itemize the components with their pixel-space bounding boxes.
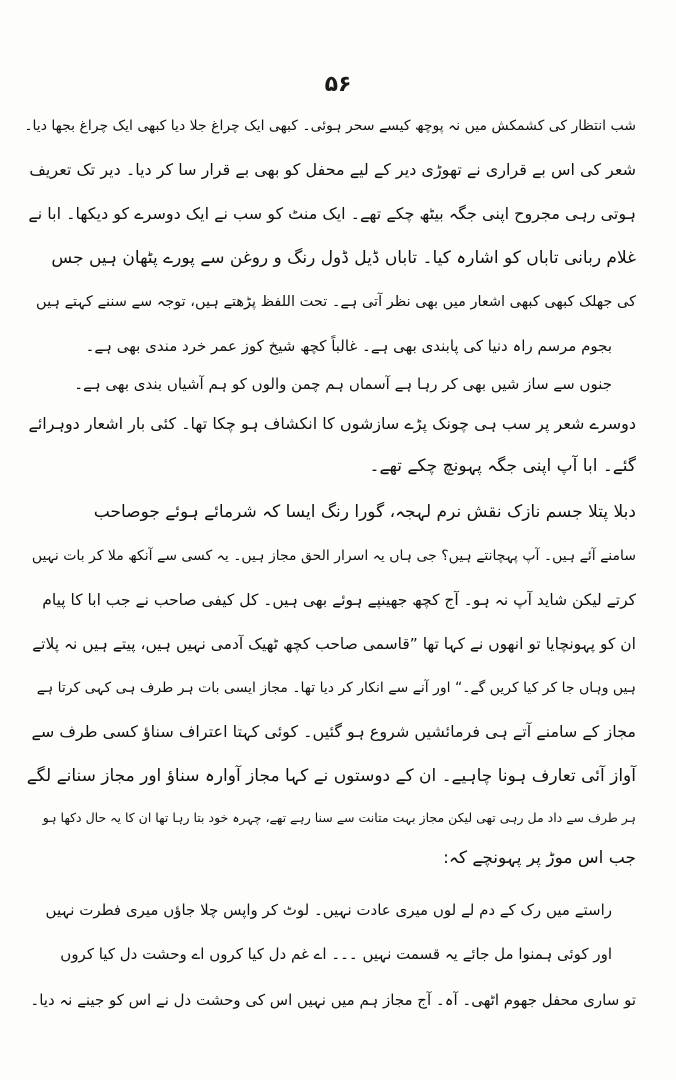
text-line-15: ہر طرف سے داد مل رہی تھی لیکن مجاز بہت متانت سے سنا رہے تھے، چہرہ خود بتا رہا تھا ان کا یہ حال دکھا ہو: [42, 810, 636, 825]
text-line-4: غلام ربانی تاباں کو اشارہ کیا۔ تاباں ڈیل ڈول رنگ و روغن سے پورے پٹھان ہیں جس: [51, 248, 636, 268]
text-line-6: دوسرے شعر پر سب ہی چونک پڑے سازشوں کا انکشاف ہو چکا تھا۔ کئی بار اشعار دوہرائے: [28, 414, 636, 433]
page-number: ۵۶: [324, 72, 352, 97]
verse-line-4: اور کوئی ہمنوا مل جائے یہ قسمت نہیں ۔۔۔ اے غم دل کیا کروں اے وحشت دل کیا کروں: [60, 945, 612, 963]
verse-line-3: راستے میں رک کے دم لے لوں میری عادت نہیں۔ لوٹ کر واپس چلا جاؤں میری فطرت نہیں: [45, 901, 612, 919]
text-line-2: شعر کی اس بے قراری نے تھوڑی دیر کے لیے محفل کو بھی بے قرار سا کر دیا۔ دیر تک تعریف: [29, 160, 636, 179]
text-line-17: تو ساری محفل جھوم اٹھی۔ آہ۔ آج مجاز ہم میں نہیں اس کی وحشت دل نے اس کو جینے نہ دیا۔: [30, 991, 636, 1009]
text-line-13: مجاز کے سامنے آتے ہی فرمائشیں شروع ہو گئیں۔ کوئی کہتا اعتراف سناؤ کسی طرف سے: [31, 722, 636, 741]
text-line-9: سامنے آئے ہیں۔ آپ پہچانتے ہیں؟ جی ہاں یہ اسرار الحق مجاز ہیں۔ یہ کسی سے آنکھ ملا کر بات نہیں: [31, 548, 636, 564]
text-line-11: ان کو پہونچایا تو انھوں نے کہا تھا ”قاسمی صاحب کچھ ٹھیک آدمی نہیں ہیں، پیتے ہیں نہ پلاتے: [32, 635, 636, 653]
text-line-14: آواز آئی تعارف ہونا چاہیے۔ ان کے دوستوں نے کہا مجاز آوارہ سناؤ اور مجاز سنانے لگے: [26, 766, 636, 786]
text-line-16: جب اس موڑ پر پہونچے کہ:: [443, 848, 636, 868]
text-line-3: ہوتی رہی مجروح اپنی جگہ بیٹھ چکے تھے۔ ایک منٹ کو سب نے ایک دوسرے کو دیکھا۔ ابا نے: [28, 204, 636, 223]
text-line-12: ہیں وہاں جا کر کیا کریں گے۔“ اور آنے سے انکار کر دیا تھا۔ مجاز ایسی بات ہر طرف ہی کہی کرتا ہے: [36, 680, 636, 696]
text-line-5: کی جھلک کبھی کبھی اشعار میں بھی نظر آتی ہے۔ تحت اللفظ پڑھتے ہیں، توجہ سے سننے کہتے ہیں: [36, 294, 636, 310]
text-line-7: گئے۔ ابا آپ اپنی جگہ پہونچ چکے تھے۔: [369, 456, 636, 476]
verse-line-1: بجوم مرسم راہ دنیا کی پابندی بھی ہے۔ غالباً کچھ شیخ کوز عمر خرد مندی بھی ہے۔: [85, 337, 612, 355]
text-line-1: شب انتظار کی کشمکش میں نہ پوچھ کیسے سحر ہوئی۔ کبھی ایک چراغ جلا دیا کبھی ایک چراغ بجھا دیا۔: [24, 118, 636, 134]
text-line-10: کرتے لیکن شاید آپ نہ ہو۔ آج کچھ جھینپے ہوئے بھی ہیں۔ کل کیفی صاحب نے جب ابا کا پیام: [42, 591, 636, 609]
verse-line-2: جنوں سے ساز شیں بھی کر رہا ہے آسماں ہم چمن والوں کو ہم آشیاں بندی بھی ہے۔: [74, 375, 612, 393]
text-line-8: دبلا پتلا جسم نازک نقش نرم لہجہ، گورا رنگ ایسا کہ شرمائے ہوئے جوصاحب: [93, 502, 636, 522]
